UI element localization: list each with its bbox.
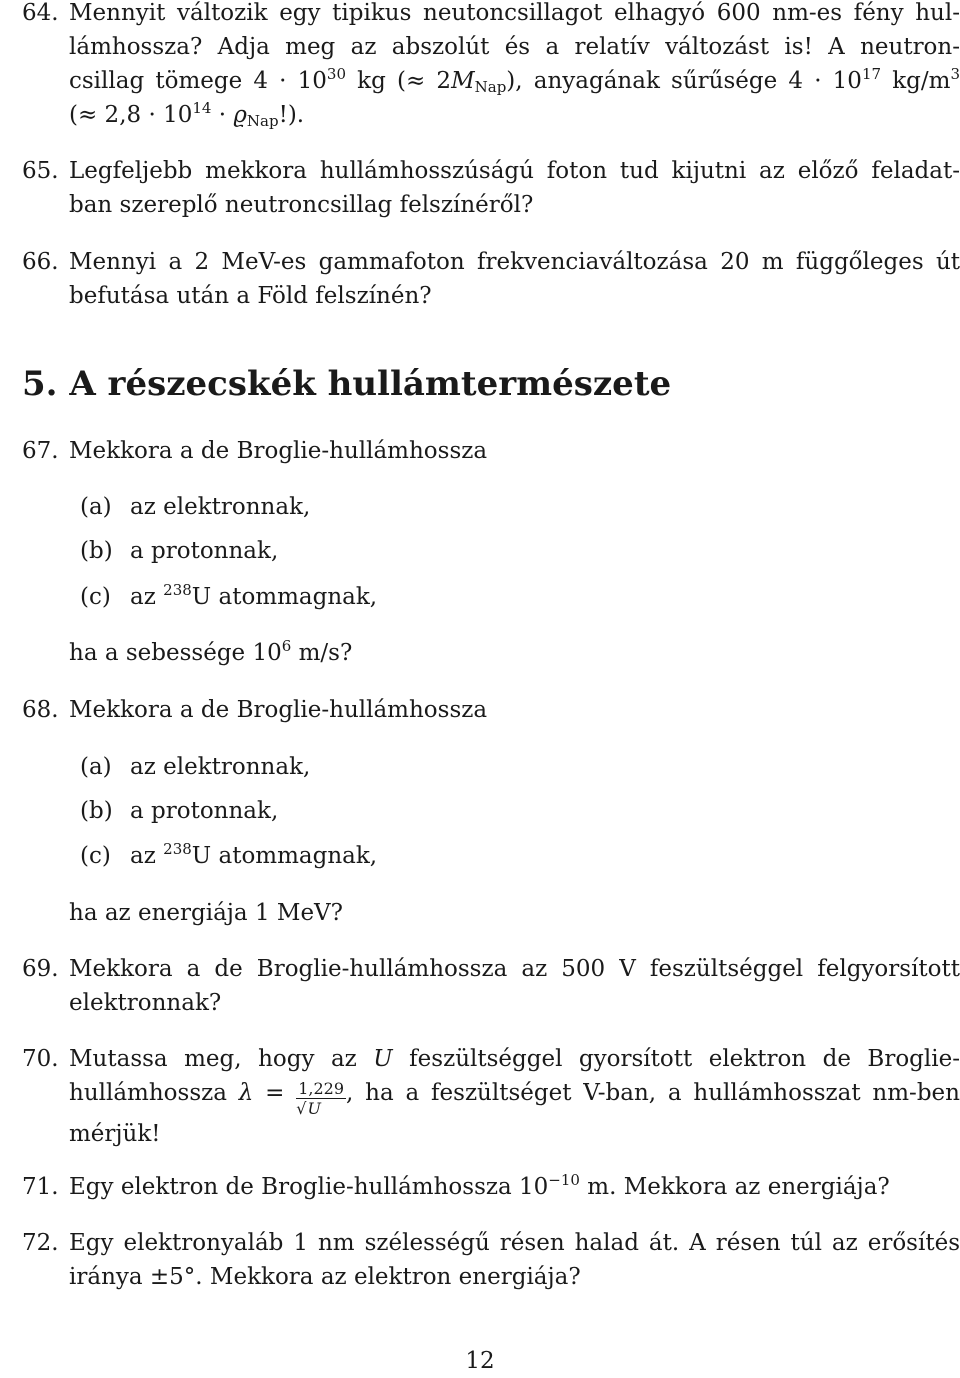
page-number: 12 xyxy=(465,1348,495,1374)
problem-number: 66. xyxy=(22,249,59,275)
problem-text-line: lámhossza? Adja meg az abszolút és a relatív változást is! A neutron- xyxy=(69,34,960,60)
problem-text-line: hullámhossza λ = $\frac{1,229}{√U}$ , ha a feszültséget V-ban, a hullámhosszat nm-ben xyxy=(69,1079,960,1118)
problem-intro: Mekkora a de Broglie-hullámhossza xyxy=(69,697,488,723)
problem-number: 69. xyxy=(22,956,59,982)
problem-text-line: Egy elektron de Broglie-hullámhossza $10^{-10}$ m. Mekkora az energiája? xyxy=(69,1171,890,1200)
problem-condition: ha az energiája 1 MeV? xyxy=(69,900,344,926)
problem-text-line: Mennyit változik egy tipikus neutoncsillagot elhagyó 600 nm-es fény hul- xyxy=(69,0,960,26)
problem-number: 64. xyxy=(22,0,59,26)
section-heading: 5. A részecskék hullámtermészete xyxy=(22,364,672,404)
problem-text-line: Legfeljebb mekkora hullámhosszúságú foton tud kijutni az előző feladat- xyxy=(69,158,960,184)
problem-text-line: (≈ $2,8 \cdot 10^{14} \cdot ϱ_{Nap}$!). xyxy=(69,99,305,130)
problem-text-line: Mekkora a de Broglie-hullámhossza az 500 V feszültséggel felgyorsított xyxy=(69,956,960,982)
problem-text-line: mérjük! xyxy=(69,1121,161,1147)
problem-number: 71. xyxy=(22,1174,59,1200)
sub-item-c: (c) az $^{238}$U atommagnak, xyxy=(80,840,378,869)
problem-text-line: elektronnak? xyxy=(69,990,222,1016)
problem-number: 65. xyxy=(22,158,59,184)
sub-item-c: (c) az $^{238}$U atommagnak, xyxy=(80,581,378,610)
problem-number: 70. xyxy=(22,1046,59,1072)
sub-item-a: (a) az elektronnak, xyxy=(80,754,311,780)
problem-text-line: Mutassa meg, hogy az U feszültséggel gyorsított elektron de Broglie- xyxy=(69,1046,960,1072)
problem-text-line: iránya ±5°. Mekkora az elektron energiája? xyxy=(69,1264,581,1290)
problem-intro: Mekkora a de Broglie-hullámhossza xyxy=(69,438,488,464)
problem-text-line: csillag tömege $4 \cdot 10^{30}$ kg (≈ $2M_{Nap}$), anyagának sűrűsége $4 \cdot 10^{17}$ $kg/m^3$ xyxy=(69,65,960,96)
sub-item-b: (b) a protonnak, xyxy=(80,538,279,564)
problem-number: 68. xyxy=(22,697,59,723)
problem-text-line: ban szereplő neutroncsillag felszínéről? xyxy=(69,192,534,218)
problem-text-line: Egy elektronyaláb 1 nm szélességű résen halad át. A résen túl az erősítés xyxy=(69,1230,960,1256)
problem-text-line: befutása után a Föld felszínén? xyxy=(69,283,432,309)
problem-number: 67. xyxy=(22,438,59,464)
problem-number: 72. xyxy=(22,1230,59,1256)
problem-text-line: Mennyi a 2 MeV-es gammafoton frekvenciaváltozása 20 m függőleges út xyxy=(69,249,960,275)
problem-condition: ha a sebessége $10^6$ m/s? xyxy=(69,637,353,666)
sub-item-a: (a) az elektronnak, xyxy=(80,494,311,520)
fraction: $\frac{1,229}{√U}$ xyxy=(296,1079,345,1118)
sub-item-b: (b) a protonnak, xyxy=(80,798,279,824)
